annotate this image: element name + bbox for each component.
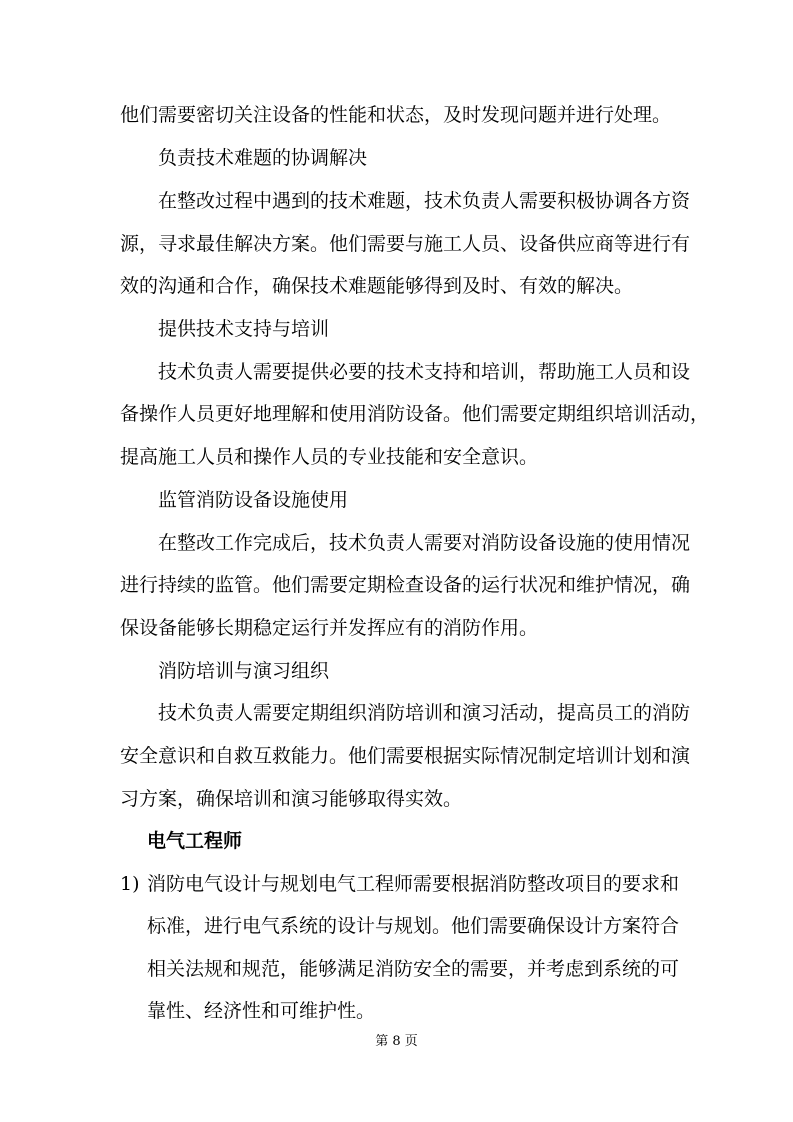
list-item-line: 标准，进行电气系统的设计与规划。他们需要确保设计方案符合 — [147, 915, 680, 937]
paragraph-line: 备操作人员更好地理解和使用消防设备。他们需要定期组织培训活动， — [120, 403, 710, 425]
paragraph-line: 进行持续的监管。他们需要定期检查设备的运行状况和维护情况，确 — [120, 574, 691, 596]
paragraph-line: 提高施工人员和操作人员的专业技能和安全意识。 — [120, 446, 539, 468]
paragraph-line: 他们需要密切关注设备的性能和状态，及时发现问题并进行处理。 — [120, 104, 672, 126]
page-number: 第 8 页 — [375, 1034, 418, 1049]
paragraph-line: 技术负责人需要提供必要的技术支持和培训，帮助施工人员和设 — [158, 361, 691, 383]
paragraph-line: 在整改过程中遇到的技术难题，技术负责人需要积极协调各方资 — [158, 190, 691, 212]
list-item-line: 消防电气设计与规划电气工程师需要根据消防整改项目的要求和 — [147, 873, 680, 895]
list-item-line: 靠性、经济性和可维护性。 — [147, 1000, 376, 1022]
paragraph-line: 习方案，确保培训和演习能够取得实效。 — [120, 788, 463, 810]
paragraph-line: 源，寻求最佳解决方案。他们需要与施工人员、设备供应商等进行有 — [120, 233, 691, 255]
list-marker: 1) — [120, 873, 140, 895]
section-heading-electrical-engineer: 电气工程师 — [147, 830, 243, 852]
section-heading-support: 提供技术支持与培训 — [158, 318, 330, 340]
paragraph-line: 效的沟通和合作，确保技术难题能够得到及时、有效的解决。 — [120, 275, 634, 297]
paragraph-line: 安全意识和自救互救能力。他们需要根据实际情况制定培训计划和演 — [120, 745, 691, 767]
list-item-line: 相关法规和规范，能够满足消防安全的需要，并考虑到系统的可 — [147, 958, 680, 980]
section-heading-monitor: 监管消防设备设施使用 — [158, 489, 349, 511]
paragraph-line: 技术负责人需要定期组织消防培训和演习活动，提高员工的消防 — [158, 702, 691, 724]
paragraph-line: 在整改工作完成后，技术负责人需要对消防设备设施的使用情况 — [158, 532, 691, 554]
paragraph-line: 保设备能够长期稳定运行并发挥应有的消防作用。 — [120, 617, 539, 639]
section-heading-coordination: 负责技术难题的协调解决 — [158, 147, 368, 169]
section-heading-drill: 消防培训与演习组织 — [158, 660, 330, 682]
